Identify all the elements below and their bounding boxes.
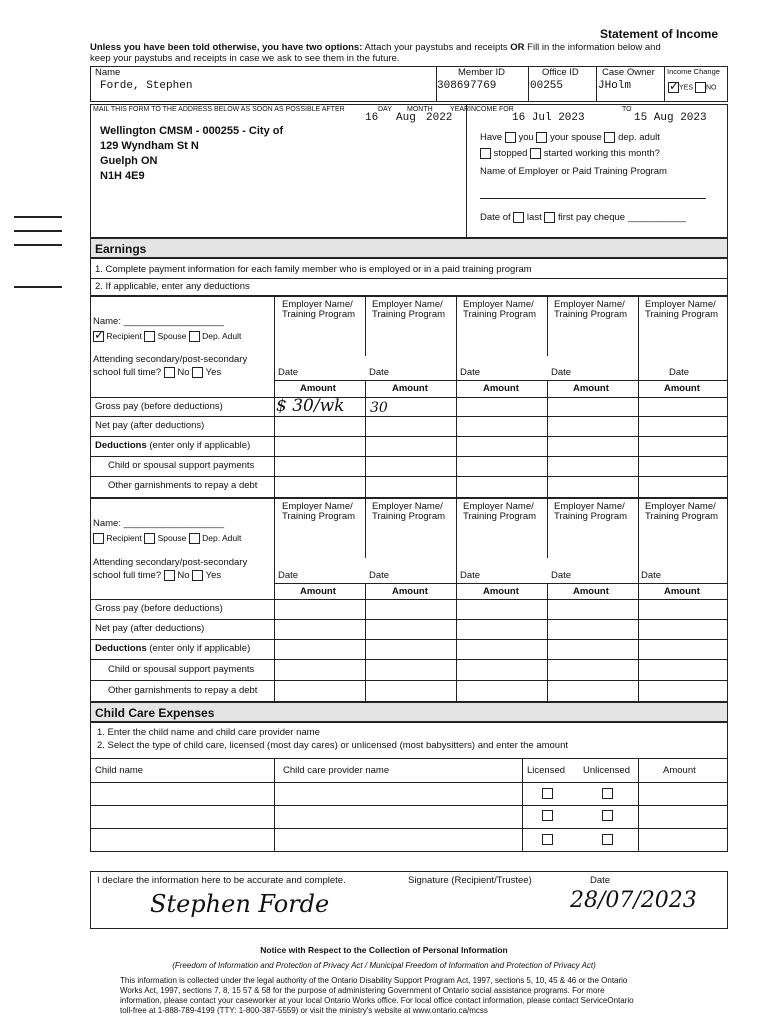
block1-school-yes-checkbox[interactable] <box>192 367 203 378</box>
have-you-checkbox[interactable] <box>505 132 516 143</box>
licensed-checkbox-1[interactable] <box>542 788 553 799</box>
started-checkbox[interactable] <box>530 148 541 159</box>
block2-school-no-checkbox[interactable] <box>164 570 175 581</box>
unlicensed-checkbox-3[interactable] <box>602 834 613 845</box>
block2-recipient-checkbox[interactable] <box>93 533 104 544</box>
licensed-checkbox-3[interactable] <box>542 834 553 845</box>
block2-school-yes-checkbox[interactable] <box>192 570 203 581</box>
signature-date[interactable]: 28/07/2023 <box>570 888 697 913</box>
mail-day[interactable]: 16 <box>365 112 379 124</box>
employer-name-line[interactable] <box>480 198 706 199</box>
licensed-checkbox-2[interactable] <box>542 810 553 821</box>
notice-subtitle: (Freedom of Information and Protection of Privacy Act / Municipal Freedom of Information and Protection of Privacy Act) <box>172 961 596 970</box>
unlicensed-checkbox-1[interactable] <box>602 788 613 799</box>
mailing-address: Wellington CMSM - 000255 - City of 129 Wyndham St N Guelph ON N1H 4E9 <box>100 125 284 182</box>
last-pay-checkbox[interactable] <box>513 212 524 223</box>
member-id-field[interactable]: 308697769 <box>437 80 497 92</box>
block1-school-no-checkbox[interactable] <box>164 367 175 378</box>
earnings-heading: Earnings <box>90 238 728 258</box>
block2-dep-checkbox[interactable] <box>189 533 200 544</box>
case-owner-field[interactable]: JHolm <box>598 80 632 92</box>
signature[interactable]: Stephen Forde <box>150 890 330 918</box>
notice-title: Notice with Respect to the Collection of Personal Information <box>260 945 508 955</box>
income-to-date[interactable]: 15 Aug 2023 <box>634 112 707 124</box>
block2-spouse-checkbox[interactable] <box>144 533 155 544</box>
office-id-field[interactable]: 00255 <box>530 80 564 92</box>
notice-body: This information is collected under the legal authority of the Ontario Disability Support Program Act, 1997, sections 5, 10, 45 & 46 or the Ontario Works Act, 1997, sections 7, 8, 15 57 & 58 for the purpose of administering Government of Ontario social assistance programs. For more information, please contact your caseworker at your local Ontario Works office. For local office contact information, please contact ServiceOntario toll-free at 1-888-789-4199 (TTY: 1-800-387-5559) or visit the ministry's website at www.ontario.ca/mcss <box>120 976 634 1015</box>
stopped-checkbox[interactable] <box>480 148 491 159</box>
margin-mark <box>14 286 62 288</box>
have-dep-adult-checkbox[interactable] <box>604 132 615 143</box>
intro-text: Unless you have been told otherwise, you have two options: Attach your paystubs and receipts OR Fill in the information below and keep your paystubs and receipts in case we ask to see them in the future. <box>90 42 661 64</box>
mail-month[interactable]: Aug <box>396 112 416 124</box>
child-care-heading: Child Care Expenses <box>90 702 728 722</box>
block1-dep-checkbox[interactable] <box>189 331 200 342</box>
page-title: Statement of Income <box>600 27 719 41</box>
income-from-date[interactable]: 16 Jul 2023 <box>512 112 585 124</box>
handwritten-gross-pay-1[interactable]: $ 30/wk <box>276 396 345 416</box>
unlicensed-checkbox-2[interactable] <box>602 810 613 821</box>
handwritten-gross-pay-2[interactable]: 30 <box>370 400 388 416</box>
first-pay-checkbox[interactable] <box>544 212 555 223</box>
block1-recipient-checkbox[interactable]: ✓ <box>94 327 105 343</box>
margin-mark <box>14 244 62 246</box>
block1-spouse-checkbox[interactable] <box>144 331 155 342</box>
mail-year[interactable]: 2022 <box>426 112 453 124</box>
margin-mark <box>14 216 62 218</box>
income-change-yes-checkbox[interactable]: ✓ <box>669 79 680 93</box>
have-spouse-checkbox[interactable] <box>536 132 547 143</box>
margin-mark <box>14 230 62 232</box>
name-field[interactable]: Forde, Stephen <box>100 80 193 92</box>
income-change-no-checkbox[interactable] <box>695 82 706 93</box>
